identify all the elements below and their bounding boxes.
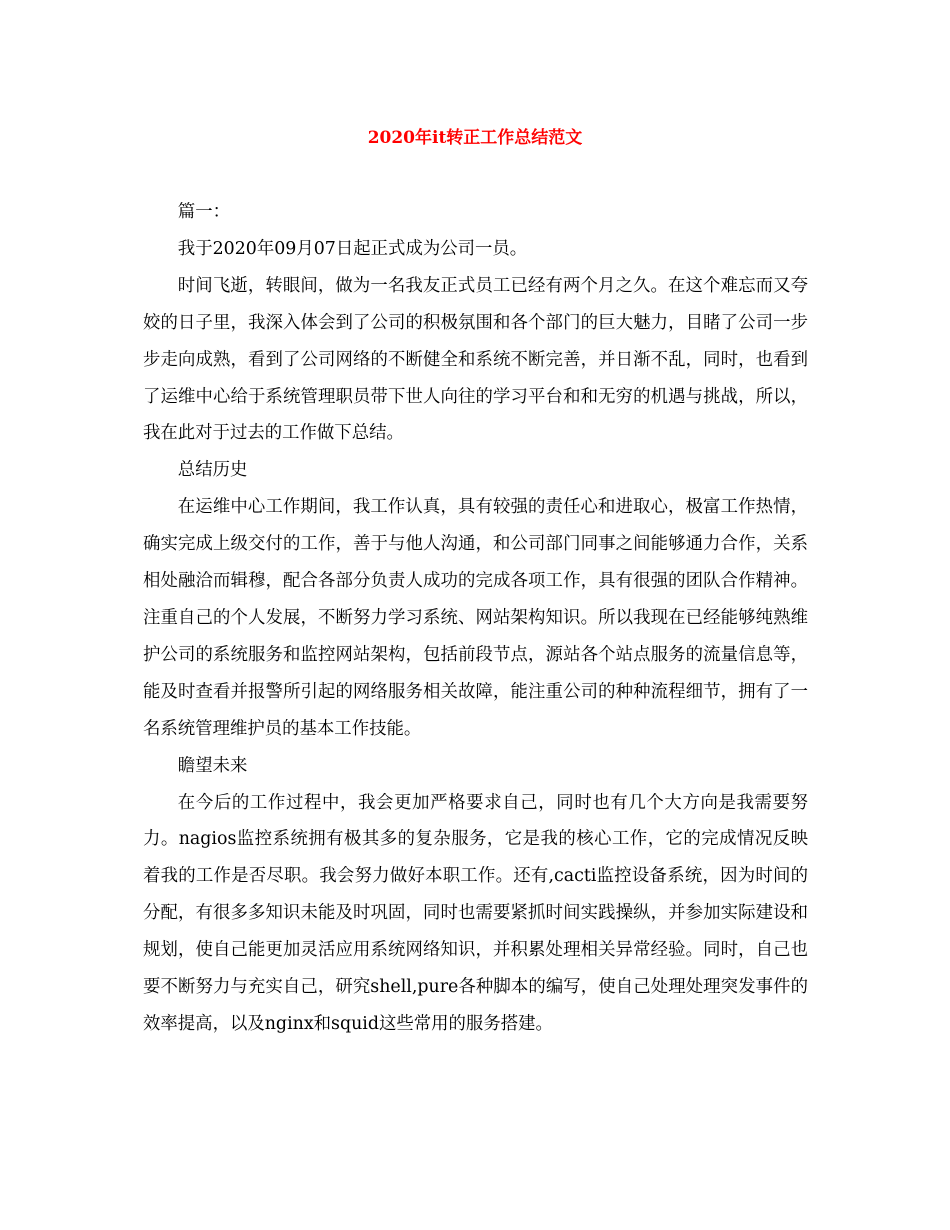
section-heading: 总结历史 — [177, 460, 248, 481]
document-title: 2020年it转正工作总结范文 — [367, 128, 583, 148]
section-heading: 瞻望未来 — [177, 755, 248, 776]
paragraph: 时间飞逝，转眼间，做为一名我友正式员工已经有两个月之久。在这个难忘而又夸姣的日子里，我深入体会到了公司的积极氛围和各个部门的巨大魅力，目睹了公司一步步走向成熟，看到了公司网络的不断健全和系统不断完善，并日渐不乱，同时，也看到了运维中心给于系统管理职员带下世人向往的学习平台和和无穷的机遇与挑战，所以，我在此对于过去的工作做下总结。 — [143, 275, 808, 444]
paragraph: 我于2020年09月07日起正式成为公司一员。 — [177, 238, 528, 259]
paragraph: 在运维中心工作期间，我工作认真，具有较强的责任心和进取心，极富工作热情，确实完成上级交付的工作，善于与他人沟通，和公司部门同事之间能够通力合作，关系相处融洽而辑穆，配合各部分负责人成功的完成各项工作，具有很强的团队合作精神。注重自己的个人发展，不断努力学习系统、网站架构知识。所以我现在已经能够纯熟维护公司的系统服务和监控网站架构，包括前段节点，源站各个站点服务的流量信息等，能及时查看并报警所引起的网络服务相关故障，能注重公司的种种流程细节，拥有了一名系统管理维护员的基本工作技能。 — [143, 497, 808, 739]
paragraph: 在今后的工作过程中，我会更加严格要求自己，同时也有几个大方向是我需要努力。nagios监控系统拥有极其多的复杂服务，它是我的核心工作，它的完成情况反映着我的工作是否尽职。我会努力做好本职工作。还有,cacti监控设备系统，因为时间的分配，有很多多知识未能及时巩固，同时也需要紧抓时间实践操纵，并参加实际建设和规划，使自己能更加灵活应用系统网络知识，并积累处理相关异常经验。同时，自己也要不断努力与充实自己，研究shell,pure各种脚本的编写，使自己处理处理突发事件的效率提高，以及nginx和squid这些常用的服务搭建。 — [143, 792, 808, 1034]
paragraph: 篇一： — [177, 202, 230, 222]
document-body — [143, 194, 808, 1043]
